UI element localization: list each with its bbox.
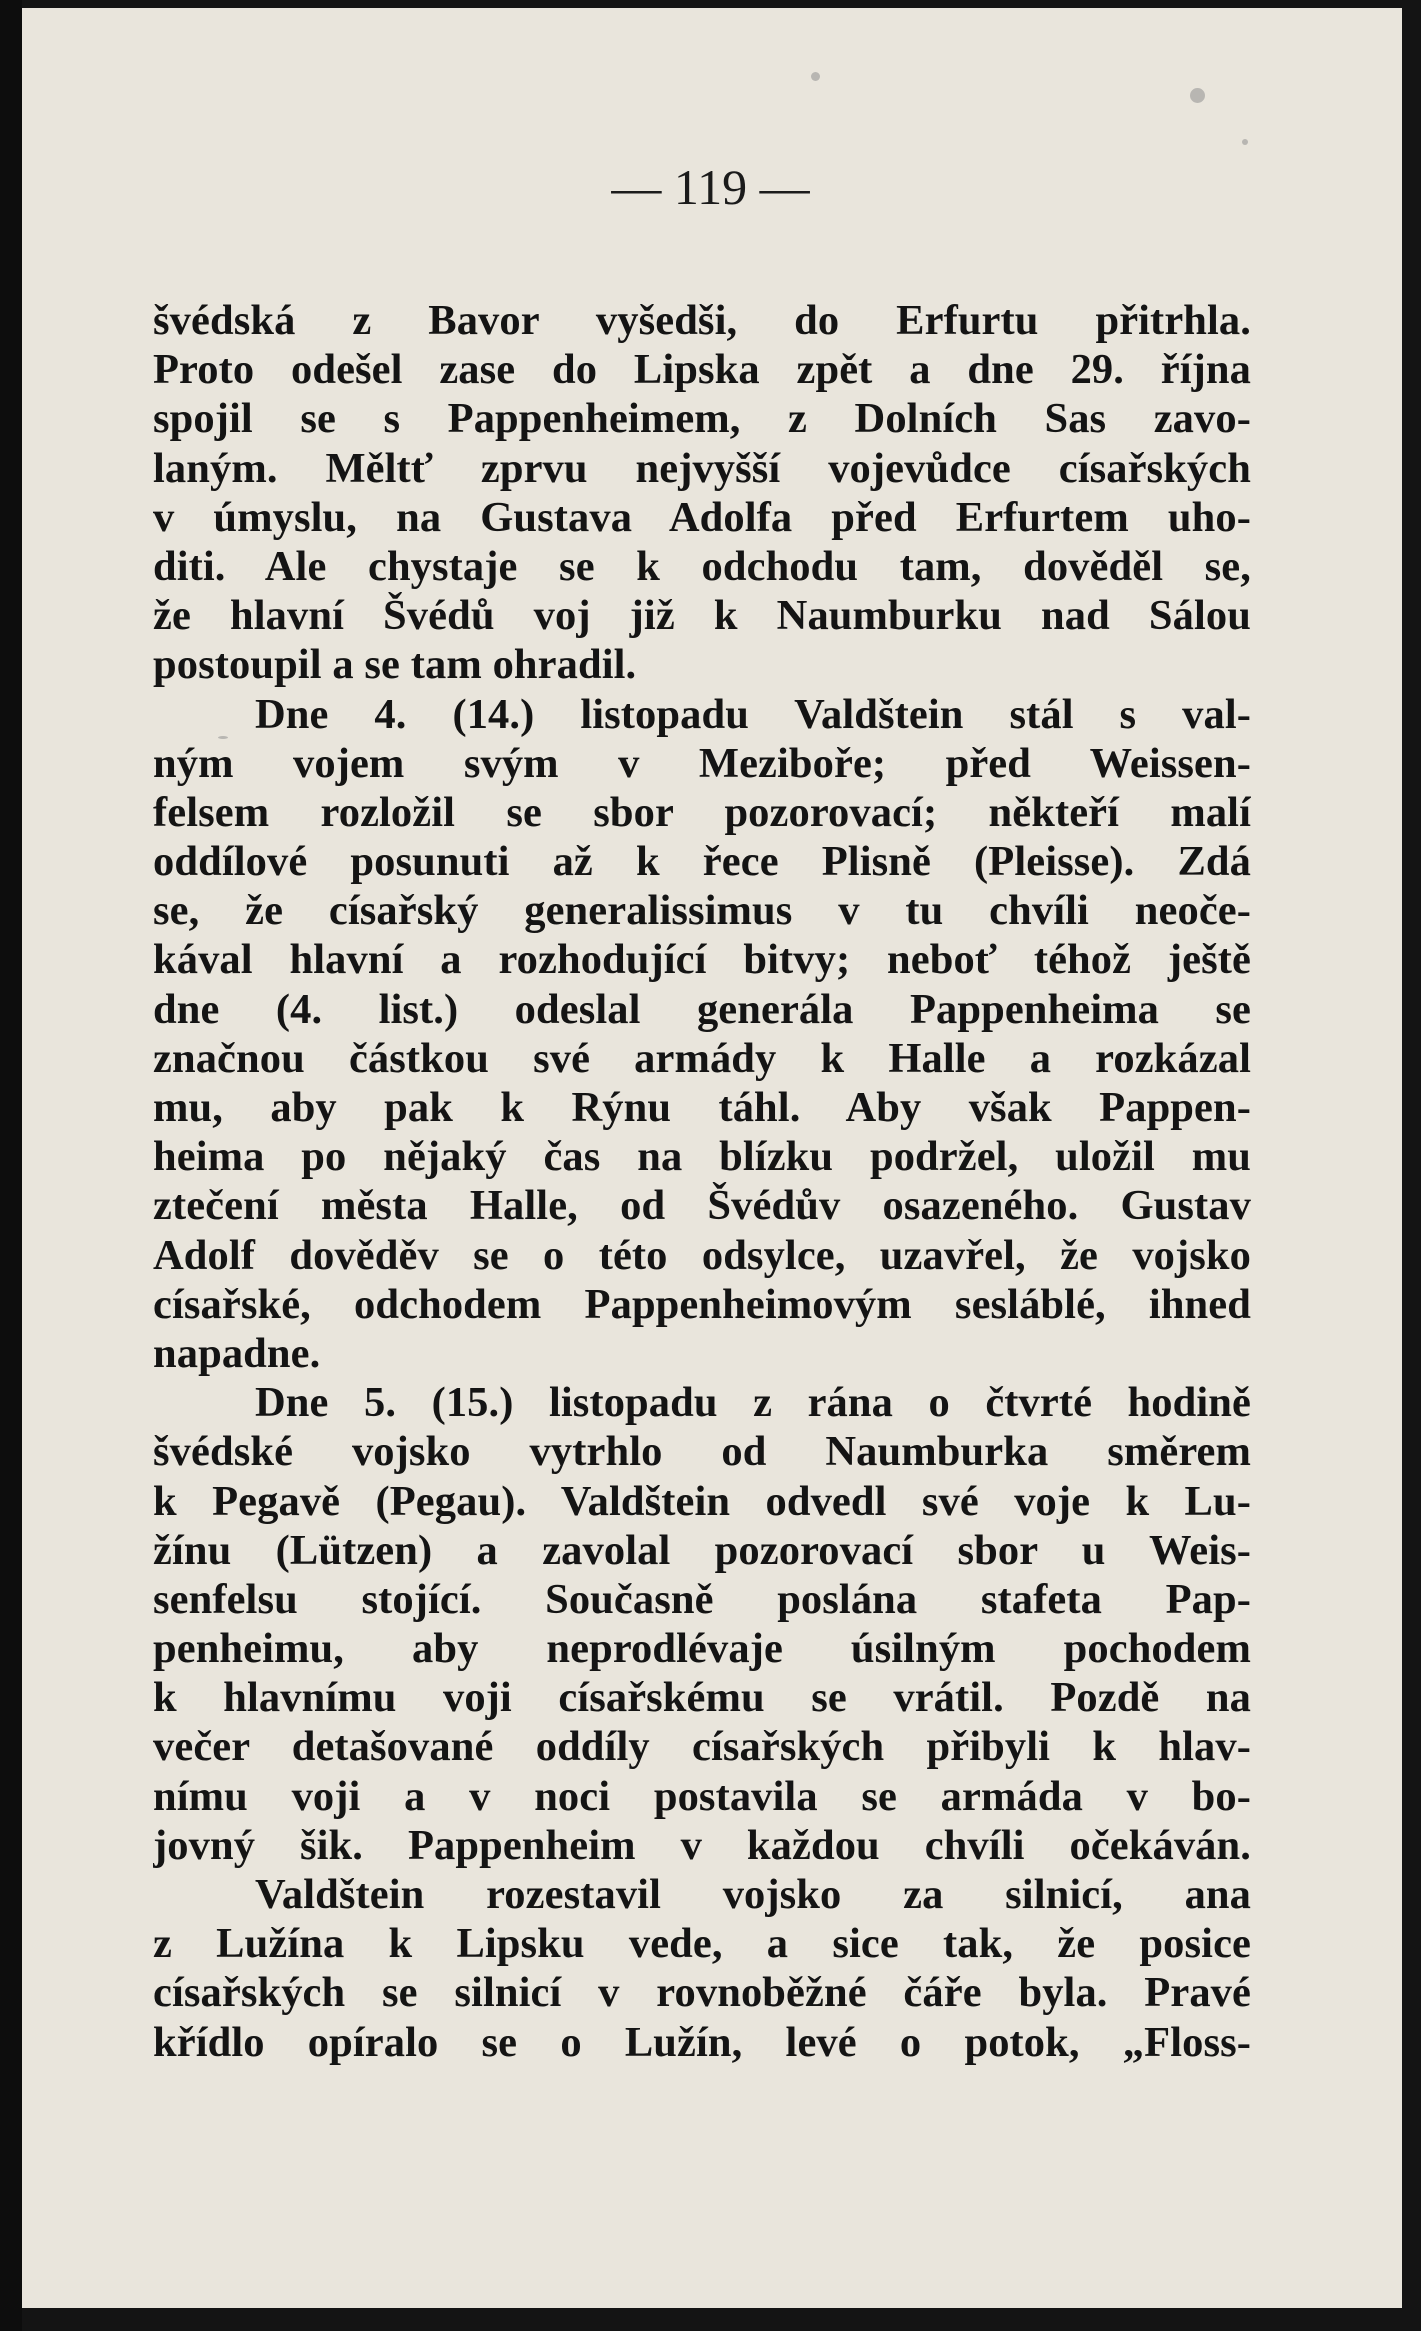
text-line: Proto odešel zase do Lipska zpět a dne 29. října <box>153 346 1251 394</box>
text-line: diti. Ale chystaje se k odchodu tam, dověděl se, <box>153 542 1251 590</box>
text-line: křídlo opíralo se o Lužín, levé o potok, „Floss- <box>153 2018 1251 2066</box>
text-line: spojil se s Pappenheimem, z Dolních Sas zavo- <box>153 395 1251 443</box>
text-line: žínu (Lützen) a zavolal pozorovací sbor u Weis- <box>153 1526 1251 1574</box>
text-line: císařských se silnicí v rovnoběžné čáře byla. Pravé <box>153 1969 1251 2017</box>
text-line: oddílové posunuti až k řece Plisně (Pleisse). Zdá <box>153 838 1251 886</box>
text-line: z Lužína k Lipsku vede, a sice tak, že posice <box>153 1920 1251 1968</box>
text-line: jovný šik. Pappenheim v každou chvíli očekáván. <box>153 1821 1251 1869</box>
text-line: švédská z Bavor vyšedši, do Erfurtu přitrhla. <box>153 297 1251 344</box>
scan-edge-left <box>0 0 22 2331</box>
body-text <box>153 296 1251 2067</box>
text-line: švédské vojsko vytrhlo od Naumburka směrem <box>153 1428 1251 1476</box>
text-line: heima po nějaký čas na blízku podržel, uložil mu <box>153 1133 1251 1181</box>
text-line: Adolf dověděv se o této odsylce, uzavřel, že vojsko <box>153 1231 1251 1279</box>
text-line: senfelsu stojící. Současně poslána stafeta Pap- <box>153 1575 1251 1623</box>
text-line: značnou částkou své armády k Halle a rozkázal <box>153 1034 1251 1082</box>
text-line: ztečení města Halle, od Švédův osazeného. Gustav <box>153 1182 1251 1230</box>
page-number: — 119 — <box>611 159 810 215</box>
text-line: Valdštein rozestavil vojsko za silnicí, ana <box>255 1871 1251 1918</box>
text-line: Dne 4. (14.) listopadu Valdštein stál s val- <box>255 690 1251 738</box>
text-line: že hlavní Švédů voj již k Naumburku nad Sálou <box>153 592 1251 640</box>
text-line: kával hlavní a rozhodující bitvy; neboť téhož ještě <box>153 936 1251 984</box>
text-line: laným. Měltť zprvu nejvyšší vojevůdce císařských <box>153 444 1251 492</box>
paper-speck <box>1242 139 1248 145</box>
text-line: k Pegavě (Pegau). Valdštein odvedl své voje k Lu- <box>153 1477 1251 1525</box>
text-line: felsem rozložil se sbor pozorovací; někteří malí <box>153 788 1251 836</box>
text-line: Dne 5. (15.) listopadu z rána o čtvrté hodině <box>255 1379 1251 1427</box>
paper-speck <box>1190 88 1205 103</box>
text-line: nímu voji a v noci postavila se armáda v bo- <box>153 1772 1251 1820</box>
text-line: mu, aby pak k Rýnu táhl. Aby však Pappen- <box>153 1084 1251 1131</box>
text-line: se, že císařský generalissimus v tu chvíli neoče- <box>153 887 1251 935</box>
paper-speck <box>811 72 820 81</box>
text-line: k hlavnímu voji císařskému se vrátil. Pozdě na <box>153 1674 1251 1722</box>
text-line: v úmyslu, na Gustava Adolfa před Erfurtem uho- <box>153 493 1251 541</box>
text-line: napadne. <box>153 1329 321 1377</box>
text-line: penheimu, aby neprodlévaje úsilným pochodem <box>153 1625 1251 1673</box>
text-line: dne (4. list.) odeslal generála Pappenheima se <box>153 985 1251 1033</box>
text-line: císařské, odchodem Pappenheimovým sesláblé, ihned <box>153 1280 1251 1328</box>
text-line: ným vojem svým v Meziboře; před Weissen- <box>153 739 1251 787</box>
text-line: večer detašované oddíly císařských přibyli k hlav- <box>153 1723 1251 1771</box>
text-line: postoupil a se tam ohradil. <box>153 641 637 689</box>
